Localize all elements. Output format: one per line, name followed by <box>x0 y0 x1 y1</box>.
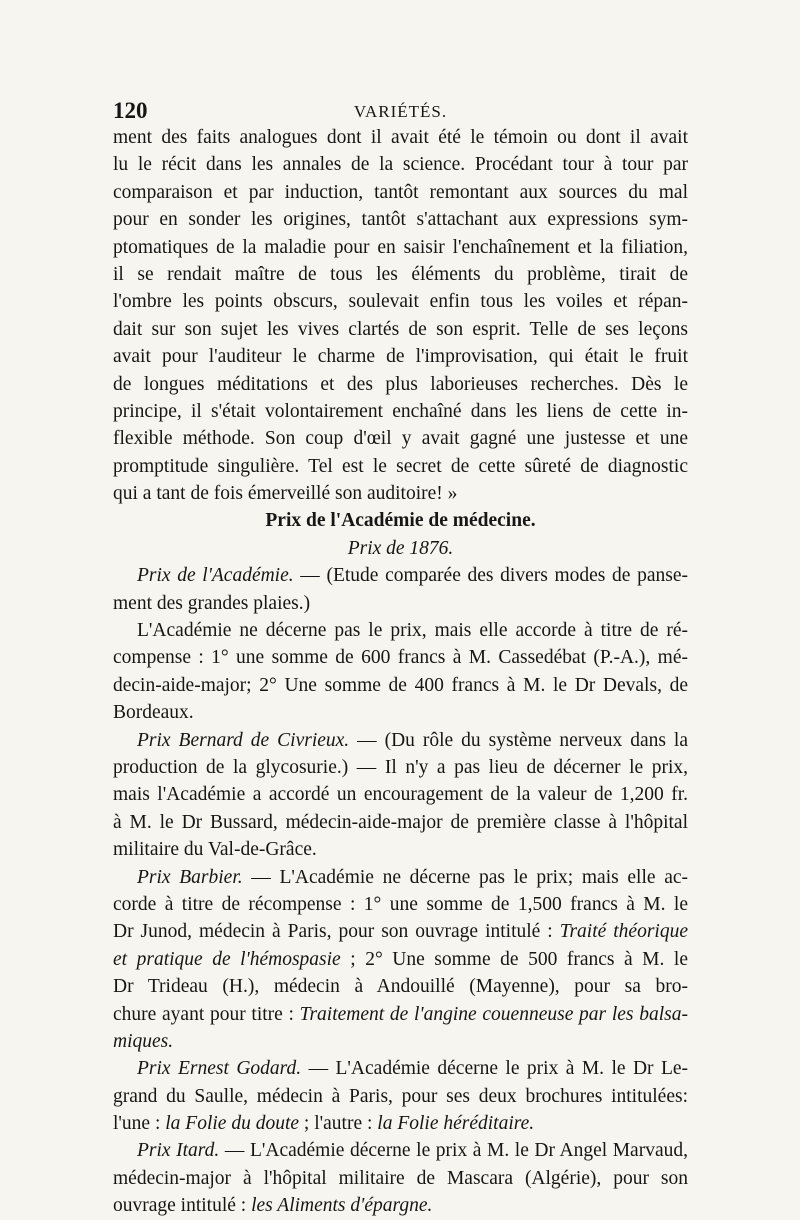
text-line: l'ombre les points obscurs, soulevait enfin tous les voiles et répan- <box>113 291 688 313</box>
prize-name: Prix Bernard de Civrieux. <box>137 729 350 751</box>
prize-heading-line: Prix Barbier. — L'Académie ne décerne pas le prix; mais elle ac- <box>137 866 688 888</box>
text-line: decin-aide-major; 2° Une somme de 400 francs à M. le Dr Devals, de <box>113 674 688 696</box>
text-line: Bordeaux. <box>113 702 194 724</box>
text-line: il se rendait maître de tous les éléments du problème, tirait de <box>113 263 688 285</box>
page-number: 120 <box>113 98 148 123</box>
section-title: Prix de l'Académie de médecine. <box>265 510 536 532</box>
prize-heading-line: Prix Bernard de Civrieux. — (Du rôle du système nerveux dans la <box>137 729 688 751</box>
prize-name: Prix Ernest Godard. <box>137 1058 302 1080</box>
section-year: Prix de 1876. <box>347 537 454 559</box>
text-line: mais l'Académie a accordé un encouragement de la valeur de 1,200 fr. <box>113 784 688 806</box>
text-line: ment des grandes plaies.) <box>113 592 311 614</box>
text-line: grand du Saulle, médecin à Paris, pour ses deux brochures intitulées: <box>113 1085 688 1107</box>
text-line: principe, il s'était volontairement enchaîné dans les liens de cette in- <box>113 400 688 422</box>
page-body <box>113 124 688 1220</box>
text-line: compense : 1° une somme de 600 francs à M. Cassedébat (P.-A.), mé- <box>113 647 688 669</box>
text-line: l'une : la Folie du doute ; l'autre : la Folie héréditaire. <box>113 1113 535 1135</box>
text-line: corde à titre de récompense : 1° une somme de 1,500 francs à M. le <box>113 893 688 915</box>
prize-heading-line: Prix Itard. — L'Académie décerne le prix à M. le Dr Angel Marvaud, <box>137 1140 688 1162</box>
text-line: comparaison et par induction, tantôt remontant aux sources du mal <box>113 181 688 203</box>
text-line: Dr Trideau (H.), médecin à Andouillé (Mayenne), pour sa bro- <box>113 976 688 998</box>
prize-name: Prix de l'Académie. <box>137 565 294 587</box>
text-line: production de la glycosurie.) — Il n'y a pas lieu de décerner le prix, <box>113 756 688 778</box>
text-line: lu le récit dans les annales de la science. Procédant tour à tour par <box>113 154 688 176</box>
prize-heading-line: Prix Ernest Godard. — L'Académie décerne le prix à M. le Dr Le- <box>137 1058 689 1080</box>
prize-name: Prix Barbier. <box>137 866 243 888</box>
prize-name: Prix Itard. <box>137 1140 220 1162</box>
text-line: à M. le Dr Bussard, médecin-aide-major de première classe à l'hôpital <box>113 811 688 833</box>
text-line: ment des faits analogues dont il avait été le témoin ou dont il avait <box>113 127 688 148</box>
text-line: de longues méditations et des plus laborieuses recherches. Dès le <box>113 373 688 395</box>
text-line: médecin-major à l'hôpital militaire de Mascara (Algérie), pour son <box>113 1167 688 1189</box>
text-line: pour en sonder les origines, tantôt s'attachant aux expressions sym- <box>113 209 688 231</box>
text-line: chure ayant pour titre : Traitement de l'angine couenneuse par les balsa- <box>113 1003 688 1025</box>
prize-heading-line: Prix de l'Académie. — (Etude comparée des divers modes de panse- <box>137 565 688 587</box>
text-line: et pratique de l'hémospasie ; 2° Une somme de 500 francs à M. le <box>113 948 688 970</box>
text-line: miques. <box>113 1030 174 1052</box>
text-line: flexible méthode. Son coup d'œil y avait gagné une justesse et une <box>113 428 688 450</box>
text-line: Dr Junod, médecin à Paris, pour son ouvrage intitulé : Traité théorique <box>113 921 688 943</box>
text-line: ptomatiques de la maladie pour en saisir l'enchaînement et la filiation, <box>113 236 688 258</box>
running-head: VARIÉTÉS. <box>353 102 448 121</box>
text-line: avait pour l'auditeur le charme de l'improvisation, qui était le fruit <box>113 346 688 368</box>
text-line: L'Académie ne décerne pas le prix, mais elle accorde à titre de ré- <box>137 620 688 642</box>
text-line: qui a tant de fois émerveillé son auditoire! » <box>113 483 458 505</box>
text-line: promptitude singulière. Tel est le secret de cette sûreté de diagnostic <box>113 455 688 477</box>
text-line: dait sur son sujet les vives clartés de son esprit. Telle de ses leçons <box>113 318 688 340</box>
text-line: ouvrage intitulé : les Aliments d'épargne. <box>113 1195 433 1217</box>
text-line: militaire du Val-de-Grâce. <box>113 839 317 861</box>
